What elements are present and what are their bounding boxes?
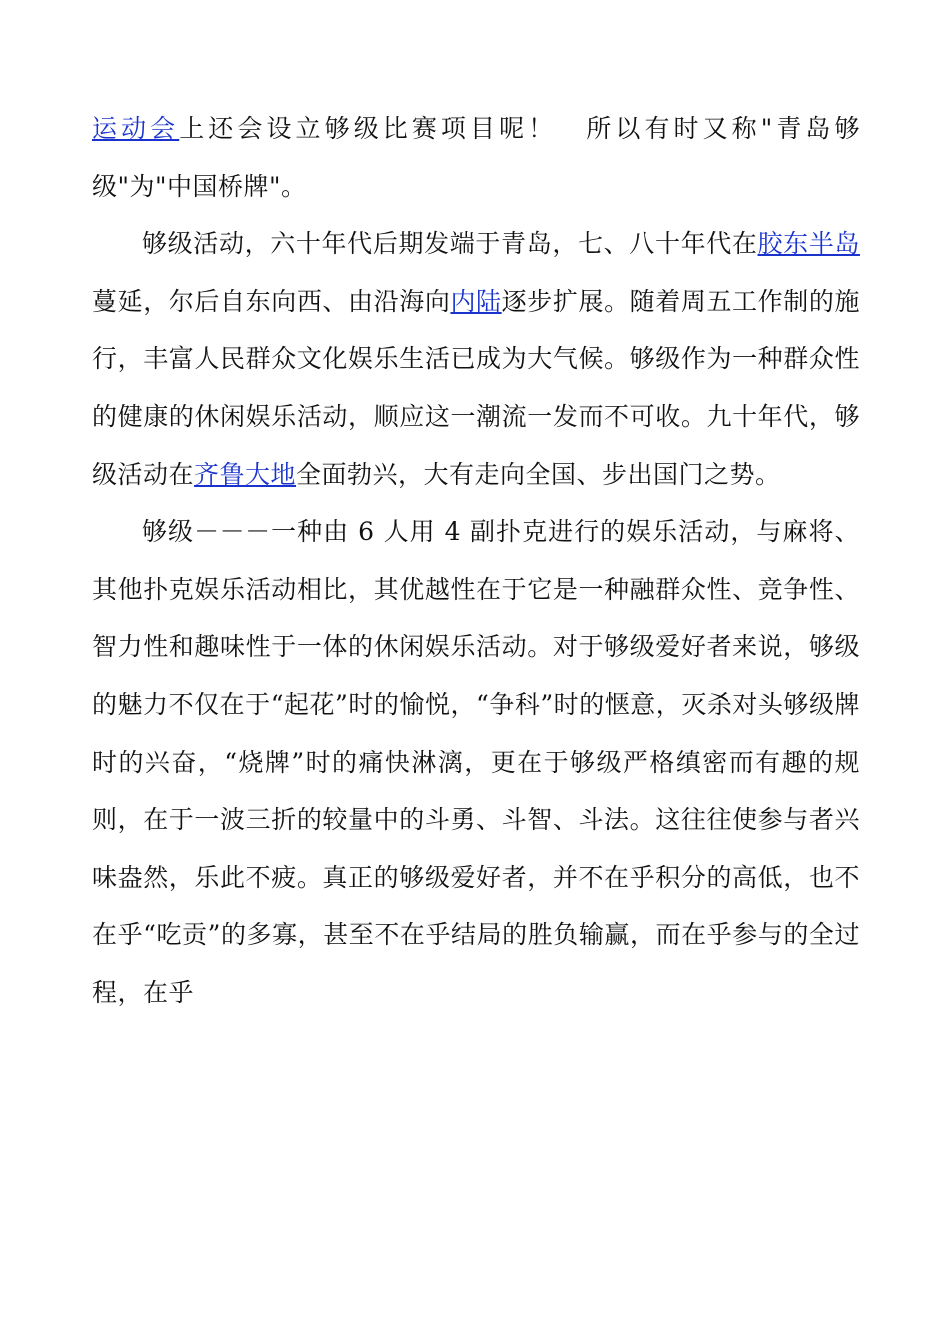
link-jiaodong-peninsula[interactable]: 胶东半岛 — [757, 229, 860, 259]
document-page — [92, 100, 860, 1022]
paragraph-2-text-c: 逐步扩展。随着周五工作制的施行，丰富人民群众文化娱乐生活已成为大气候。够级作为一种群众性的健康的休闲娱乐活动，顺应这一潮流一发而不可收。九十年代，够级活动在 — [92, 286, 860, 489]
paragraph-2 — [92, 215, 860, 503]
paragraph-3 — [92, 503, 860, 1021]
paragraph-2-text-d: 全面勃兴，大有走向全国、步出国门之势。 — [296, 459, 781, 489]
link-qilu-land[interactable]: 齐鲁大地 — [194, 459, 297, 489]
paragraph-2-text-b: 蔓延，尔后自东向西、由沿海向 — [92, 286, 451, 316]
paragraph-3-text: 够级－－－一种由 6 人用 4 副扑克进行的娱乐活动，与麻将、其他扑克娱乐活动相比，其优越性在于它是一种融群众性、竞争性、智力性和趣味性于一体的休闲娱乐活动。对于够级爱好者来说，够级的魅力不仅在于“起花”时的愉悦，“争科”时的惬意，灭杀对头够级牌时的兴奋，“烧牌”时的痛快淋漓，更在于够级严格缜密而有趣的规则，在于一波三折的较量中的斗勇、斗智、斗法。这往往使参与者兴味盎然，乐此不疲。真正的够级爱好者，并不在乎积分的高低，也不在乎“吃贡”的多寡，甚至不在乎结局的胜负输赢，而在乎参与的全过程，在乎 — [92, 517, 860, 1007]
paragraph-2-text-a: 够级活动，六十年代后期发端于青岛，七、八十年代在 — [142, 229, 758, 259]
paragraph-1-text: 上还会设立够级比赛项目呢！ 所以有时又称"青岛够级"为"中国桥牌"。 — [92, 114, 860, 201]
link-inland[interactable]: 内陆 — [450, 286, 502, 316]
paragraph-1 — [92, 100, 860, 215]
link-sports-meet[interactable]: 运动会 — [92, 114, 180, 143]
